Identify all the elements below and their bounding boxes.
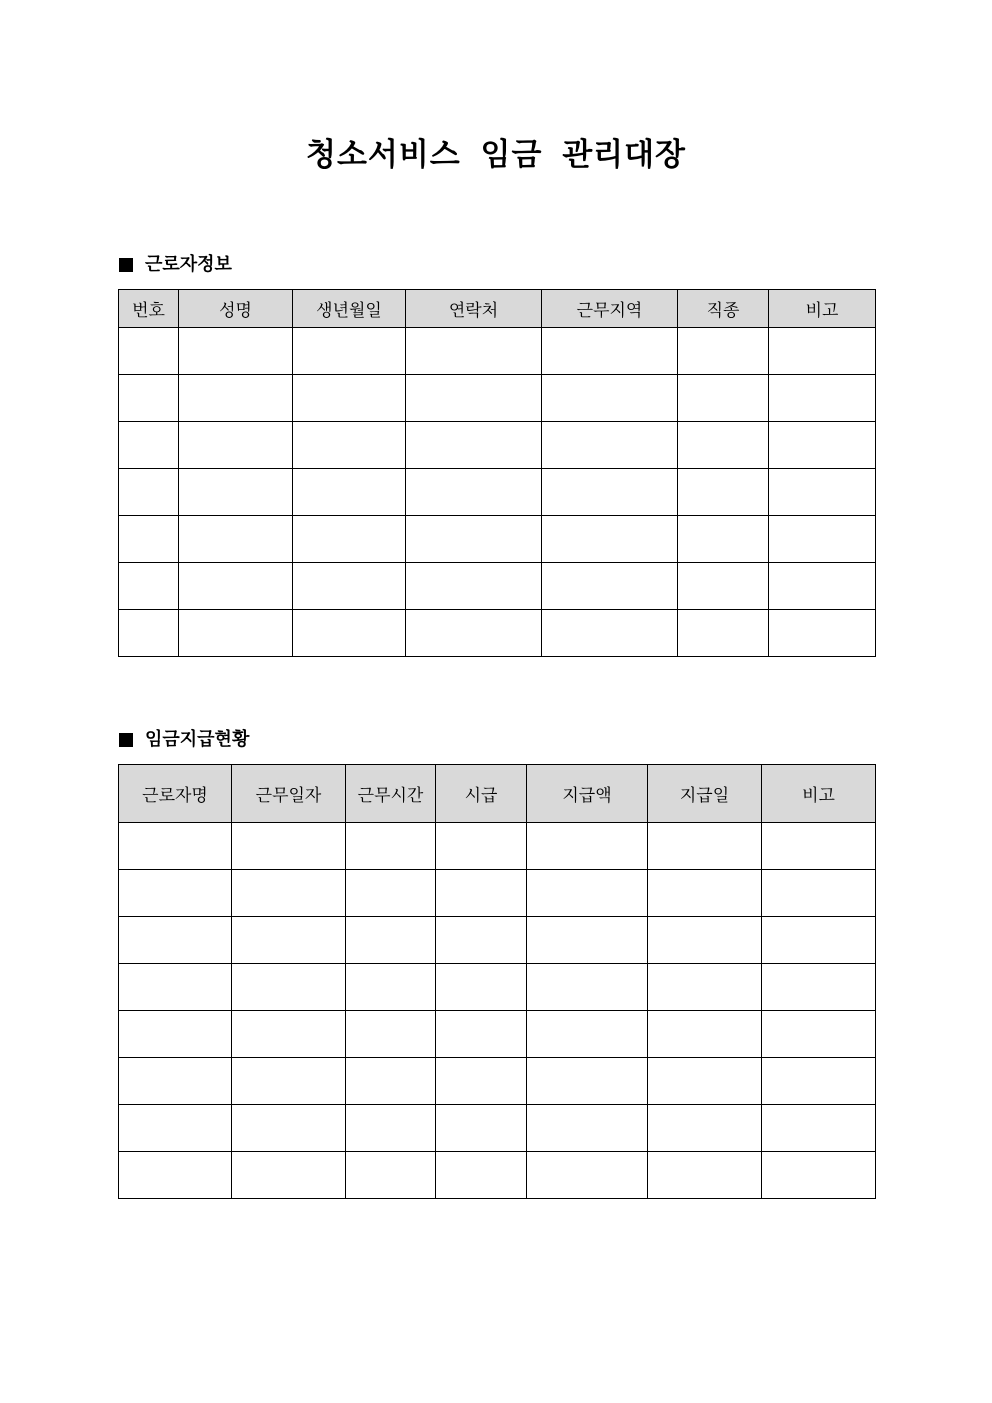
table-cell[interactable]	[678, 422, 769, 469]
worker-info-table	[118, 289, 876, 657]
table-cell[interactable]	[762, 823, 876, 870]
table-cell[interactable]	[769, 422, 876, 469]
wage-payment-heading	[119, 728, 249, 752]
table-cell[interactable]	[346, 1058, 436, 1105]
table-cell[interactable]	[119, 516, 179, 563]
table-cell[interactable]	[346, 1105, 436, 1152]
table-cell[interactable]	[232, 964, 346, 1011]
table-cell[interactable]	[762, 1105, 876, 1152]
table-cell[interactable]	[769, 516, 876, 563]
table-cell[interactable]	[648, 1105, 762, 1152]
table-cell[interactable]	[293, 422, 406, 469]
table-cell[interactable]	[436, 964, 527, 1011]
column-header-remarks: 비고	[762, 765, 876, 823]
table-cell[interactable]	[406, 563, 542, 610]
table-cell[interactable]	[769, 610, 876, 657]
table-cell[interactable]	[436, 1058, 527, 1105]
table-cell[interactable]	[648, 870, 762, 917]
table-cell[interactable]	[678, 328, 769, 375]
table-cell[interactable]	[119, 870, 232, 917]
table-cell[interactable]	[119, 563, 179, 610]
table-cell[interactable]	[119, 375, 179, 422]
table-cell[interactable]	[762, 917, 876, 964]
table-cell[interactable]	[762, 1152, 876, 1199]
wage-payment-row	[119, 870, 876, 917]
column-header-work-hours: 근무시간	[346, 765, 436, 823]
column-header-payment-date: 지급일	[648, 765, 762, 823]
table-cell[interactable]	[542, 610, 678, 657]
table-cell[interactable]	[119, 422, 179, 469]
wage-payment-header-row	[119, 765, 876, 823]
worker-info-row	[119, 610, 876, 657]
column-header-remarks: 비고	[769, 290, 876, 328]
table-cell[interactable]	[762, 1011, 876, 1058]
table-cell[interactable]	[232, 917, 346, 964]
table-cell[interactable]	[119, 1058, 232, 1105]
table-cell[interactable]	[648, 964, 762, 1011]
table-cell[interactable]	[436, 1011, 527, 1058]
table-cell[interactable]	[648, 1152, 762, 1199]
worker-info-row	[119, 375, 876, 422]
table-cell[interactable]	[436, 1105, 527, 1152]
table-cell[interactable]	[346, 964, 436, 1011]
table-cell[interactable]	[179, 563, 293, 610]
wage-payment-heading-label: 임금지급현황	[145, 729, 250, 750]
column-header-hourly-wage: 시급	[436, 765, 527, 823]
table-cell[interactable]	[119, 823, 232, 870]
table-cell[interactable]	[527, 1152, 648, 1199]
table-cell[interactable]	[119, 328, 179, 375]
table-cell[interactable]	[648, 1058, 762, 1105]
table-cell[interactable]	[119, 1011, 232, 1058]
worker-info-row	[119, 516, 876, 563]
table-cell[interactable]	[406, 422, 542, 469]
table-cell[interactable]	[527, 1011, 648, 1058]
table-cell[interactable]	[527, 964, 648, 1011]
table-cell[interactable]	[119, 1152, 232, 1199]
worker-info-row	[119, 422, 876, 469]
table-cell[interactable]	[769, 375, 876, 422]
table-cell[interactable]	[678, 563, 769, 610]
table-cell[interactable]	[179, 610, 293, 657]
table-cell[interactable]	[293, 610, 406, 657]
column-header-work-area: 근무지역	[542, 290, 678, 328]
wage-payment-row	[119, 1105, 876, 1152]
worker-info-row	[119, 563, 876, 610]
column-header-name: 성명	[179, 290, 293, 328]
worker-info-row	[119, 328, 876, 375]
table-cell[interactable]	[179, 328, 293, 375]
table-cell[interactable]	[346, 870, 436, 917]
table-cell[interactable]	[232, 1011, 346, 1058]
column-header-work-date: 근무일자	[232, 765, 346, 823]
square-bullet-icon	[119, 733, 133, 747]
table-cell[interactable]	[293, 375, 406, 422]
column-header-worker-name: 근로자명	[119, 765, 232, 823]
table-cell[interactable]	[406, 328, 542, 375]
table-cell[interactable]	[542, 469, 678, 516]
table-cell[interactable]	[179, 516, 293, 563]
table-cell[interactable]	[436, 823, 527, 870]
table-cell[interactable]	[293, 516, 406, 563]
wage-payment-row	[119, 917, 876, 964]
worker-info-row	[119, 469, 876, 516]
column-header-payment-amount: 지급액	[527, 765, 648, 823]
wage-payment-row	[119, 1152, 876, 1199]
table-cell[interactable]	[406, 469, 542, 516]
table-cell[interactable]	[769, 328, 876, 375]
table-cell[interactable]	[436, 870, 527, 917]
table-cell[interactable]	[179, 469, 293, 516]
table-cell[interactable]	[346, 917, 436, 964]
table-cell[interactable]	[648, 823, 762, 870]
table-cell[interactable]	[293, 563, 406, 610]
column-header-number: 번호	[119, 290, 179, 328]
table-cell[interactable]	[119, 964, 232, 1011]
table-cell[interactable]	[527, 917, 648, 964]
table-cell[interactable]	[542, 328, 678, 375]
table-cell[interactable]	[678, 469, 769, 516]
table-cell[interactable]	[527, 1105, 648, 1152]
table-cell[interactable]	[232, 1152, 346, 1199]
table-cell[interactable]	[648, 1011, 762, 1058]
table-cell[interactable]	[678, 516, 769, 563]
table-cell[interactable]	[119, 469, 179, 516]
table-cell[interactable]	[436, 917, 527, 964]
wage-payment-table	[118, 764, 876, 1199]
table-cell[interactable]	[179, 422, 293, 469]
table-cell[interactable]	[542, 422, 678, 469]
column-header-contact: 연락처	[406, 290, 542, 328]
table-cell[interactable]	[542, 516, 678, 563]
page-title: 청소서비스 임금 관리대장	[306, 137, 686, 173]
worker-info-heading-label: 근로자정보	[145, 254, 232, 275]
worker-info-heading	[119, 253, 232, 277]
square-bullet-icon	[119, 258, 133, 272]
wage-payment-row	[119, 1058, 876, 1105]
table-cell[interactable]	[762, 870, 876, 917]
table-cell[interactable]	[762, 964, 876, 1011]
table-cell[interactable]	[436, 1152, 527, 1199]
table-cell[interactable]	[678, 610, 769, 657]
table-cell[interactable]	[346, 1011, 436, 1058]
table-cell[interactable]	[232, 823, 346, 870]
table-cell[interactable]	[293, 328, 406, 375]
table-cell[interactable]	[119, 917, 232, 964]
table-cell[interactable]	[542, 375, 678, 422]
table-cell[interactable]	[346, 823, 436, 870]
table-cell[interactable]	[527, 1058, 648, 1105]
table-cell[interactable]	[678, 375, 769, 422]
table-cell[interactable]	[527, 823, 648, 870]
table-cell[interactable]	[119, 1105, 232, 1152]
table-cell[interactable]	[406, 516, 542, 563]
table-cell[interactable]	[346, 1152, 436, 1199]
table-cell[interactable]	[232, 1105, 346, 1152]
table-cell[interactable]	[527, 870, 648, 917]
column-header-birthdate: 생년월일	[293, 290, 406, 328]
wage-payment-row	[119, 823, 876, 870]
table-cell[interactable]	[762, 1058, 876, 1105]
table-cell[interactable]	[648, 917, 762, 964]
table-cell[interactable]	[232, 1058, 346, 1105]
table-cell[interactable]	[179, 375, 293, 422]
table-cell[interactable]	[542, 563, 678, 610]
table-cell[interactable]	[406, 610, 542, 657]
table-cell[interactable]	[119, 610, 179, 657]
table-cell[interactable]	[293, 469, 406, 516]
table-cell[interactable]	[406, 375, 542, 422]
wage-payment-row	[119, 1011, 876, 1058]
worker-info-header-row	[119, 290, 876, 328]
table-cell[interactable]	[769, 563, 876, 610]
wage-payment-row	[119, 964, 876, 1011]
table-cell[interactable]	[232, 870, 346, 917]
table-cell[interactable]	[769, 469, 876, 516]
column-header-job-type: 직종	[678, 290, 769, 328]
